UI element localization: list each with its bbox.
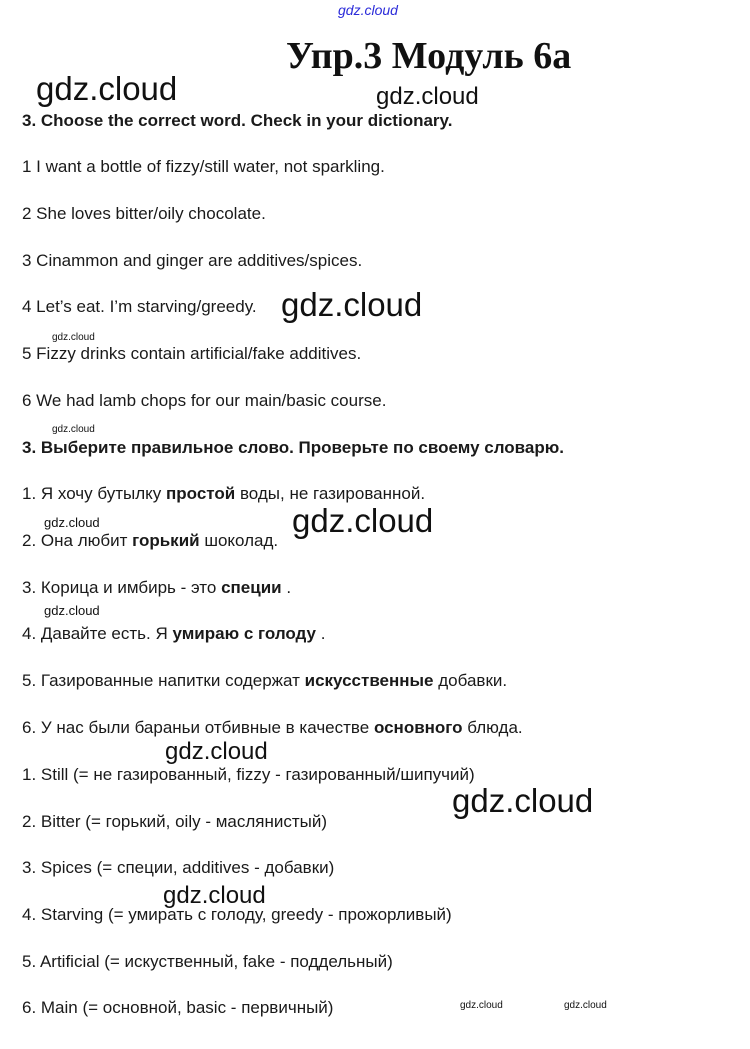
watermark: gdz.cloud (44, 603, 100, 618)
watermark: gdz.cloud (452, 782, 594, 819)
watermark: gdz.cloud (163, 882, 266, 909)
english-item: 3 Cinammon and ginger are additives/spices. (22, 251, 363, 270)
russian-item: 5. Газированные напитки содержат искусственные добавки. (22, 671, 508, 690)
watermark: gdz.cloud (165, 738, 268, 765)
answer-item: 5. Artificial (= искуственный, fake - поддельный) (22, 952, 393, 971)
russian-item: 2. Она любит горький шоколад. (22, 531, 279, 550)
watermark: gdz.cloud (44, 515, 100, 530)
watermark: gdz.cloud (460, 1000, 503, 1011)
watermark: gdz.cloud (564, 1000, 607, 1011)
watermark: gdz.cloud (292, 502, 434, 539)
english-item: 5 Fizzy drinks contain artificial/fake additives. (22, 344, 362, 363)
english-item: 4 Let’s eat. I’m starving/greedy. (22, 297, 257, 316)
russian-item: 1. Я хочу бутылку простой воды, не газированной. (22, 484, 426, 503)
watermark: gdz.cloud (376, 83, 479, 110)
russian-item: 6. У нас были бараньи отбивные в качестве основного блюда. (22, 718, 523, 737)
watermark: gdz.cloud (281, 286, 423, 323)
watermark: gdz.cloud (52, 424, 95, 435)
watermark: gdz.cloud (52, 332, 95, 343)
english-item: 2 She loves bitter/oily chocolate. (22, 204, 266, 223)
answer-item: 6. Main (= основной, basic - первичный) (22, 998, 334, 1017)
answer-item: 4. Starving (= умирать с голоду, greedy - прожорливый) (22, 905, 452, 924)
russian-item: 4. Давайте есть. Я умираю с голоду . (22, 624, 326, 643)
page-title: Упр.3 Модуль 6а (286, 35, 572, 77)
english-item: 1 I want a bottle of fizzy/still water, not sparkling. (22, 157, 385, 176)
answer-item: 3. Spices (= специи, additives - добавки) (22, 858, 335, 877)
watermark: gdz.cloud (338, 2, 398, 18)
watermark: gdz.cloud (36, 70, 178, 107)
answer-item: 1. Still (= не газированный, fizzy - газированный/шипучий) (22, 765, 475, 784)
english-heading: 3. Choose the correct word. Check in your dictionary. (22, 111, 453, 130)
english-item: 6 We had lamb chops for our main/basic course. (22, 391, 387, 410)
russian-item: 3. Корица и имбирь - это специи . (22, 578, 292, 597)
answer-item: 2. Bitter (= горький, oily - маслянистый) (22, 812, 328, 831)
russian-heading: 3. Выберите правильное слово. Проверьте по своему словарю. (22, 438, 564, 457)
